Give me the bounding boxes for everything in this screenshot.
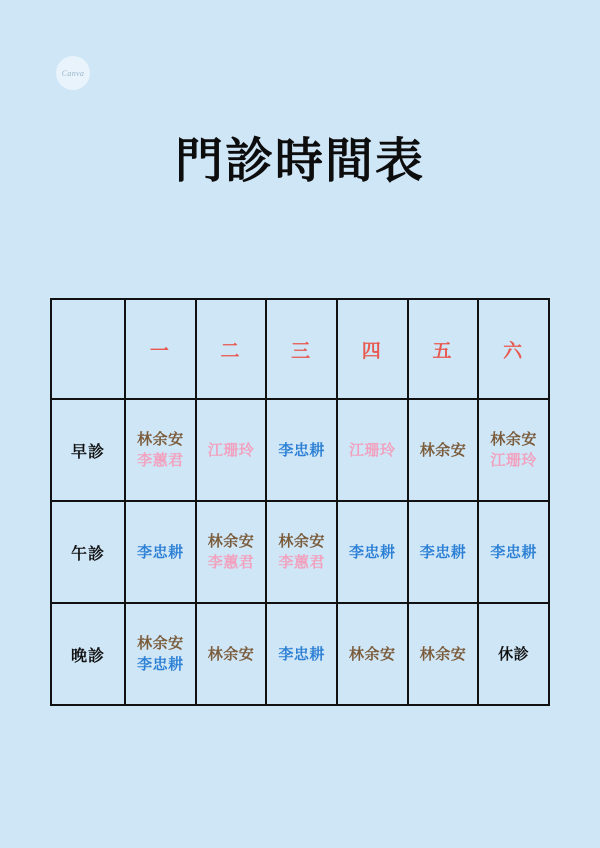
schedule-cell (337, 399, 408, 501)
doctor-list (338, 441, 407, 460)
doctor-name: 林余安 (278, 532, 325, 551)
schedule-cell (337, 603, 408, 705)
doctor-name: 林余安 (419, 440, 467, 459)
weekday-header-tue (196, 299, 267, 399)
row-label-noon (51, 501, 125, 603)
canva-circle-logo (56, 56, 90, 90)
closed-notice (479, 645, 548, 664)
doctor-name: 林余安 (207, 532, 255, 551)
closed-label: 休診 (498, 644, 530, 663)
doctor-list (338, 543, 407, 562)
doctor-list (409, 543, 478, 562)
schedule-cell (125, 399, 196, 501)
weekday-header-fri (408, 299, 479, 399)
session-label: 早診 (70, 441, 105, 461)
doctor-name: 林余安 (349, 644, 396, 663)
schedule-cell (196, 501, 267, 603)
weekday-label: 一 (149, 339, 171, 362)
doctor-name: 林余安 (207, 644, 255, 663)
doctor-name: 李忠耕 (278, 644, 325, 663)
weekday-header-thu (337, 299, 408, 399)
doctor-name: 李忠耕 (278, 440, 325, 459)
doctor-list (479, 543, 548, 562)
table-row (51, 603, 549, 705)
doctor-name: 江珊玲 (349, 440, 396, 459)
weekday-label: 五 (432, 339, 454, 362)
schedule-cell (478, 501, 549, 603)
doctor-list (267, 532, 336, 572)
weekday-header-mon (125, 299, 196, 399)
schedule-cell (408, 501, 479, 603)
doctor-name: 林余安 (137, 634, 184, 653)
doctor-name: 李忠耕 (490, 542, 537, 561)
doctor-list (479, 430, 548, 470)
weekday-label: 四 (361, 339, 383, 362)
schedule-cell (196, 603, 267, 705)
doctor-list (338, 645, 407, 664)
session-label: 午診 (70, 543, 105, 563)
schedule-cell (125, 501, 196, 603)
doctor-name: 江珊玲 (207, 440, 255, 459)
doctor-name: 李忠耕 (137, 542, 184, 561)
weekday-header-wed (266, 299, 337, 399)
weekday-label: 六 (503, 339, 525, 362)
schedule-cell (408, 399, 479, 501)
doctor-name: 林余安 (137, 430, 184, 449)
row-label-evening (51, 603, 125, 705)
doctor-name: 李忠耕 (419, 542, 467, 561)
doctor-list (197, 532, 266, 572)
doctor-list (267, 441, 336, 460)
clinic-schedule-table (50, 298, 550, 706)
page-title: 門診時間表 (174, 133, 425, 189)
schedule-cell (266, 501, 337, 603)
schedule-cell (266, 399, 337, 501)
schedule-header-row (51, 299, 549, 399)
doctor-list (197, 441, 266, 460)
doctor-list (197, 645, 266, 664)
schedule-cell (125, 603, 196, 705)
schedule-cell (266, 603, 337, 705)
doctor-name: 林余安 (490, 430, 537, 449)
doctor-name: 李忠耕 (349, 542, 396, 561)
doctor-list (267, 645, 336, 664)
schedule-cell (337, 501, 408, 603)
doctor-name: 江珊玲 (490, 451, 537, 469)
weekday-label: 三 (291, 339, 313, 362)
doctor-name: 李忠耕 (137, 655, 184, 673)
logo-label: Canva (61, 68, 85, 78)
doctor-name: 林余安 (419, 644, 467, 663)
table-corner-cell (51, 299, 125, 399)
doctor-list (126, 430, 195, 470)
weekday-header-sat (478, 299, 549, 399)
schedule-cell (478, 399, 549, 501)
schedule-body (51, 299, 549, 705)
schedule-cell (478, 603, 549, 705)
weekday-label: 二 (220, 339, 242, 362)
doctor-list (409, 645, 478, 664)
session-label: 晚診 (70, 645, 105, 665)
table-row (51, 399, 549, 501)
doctor-name: 李蕙君 (137, 451, 184, 469)
doctor-list (126, 543, 195, 562)
doctor-list (409, 441, 478, 460)
table-row (51, 501, 549, 603)
row-label-morning (51, 399, 125, 501)
doctor-name: 李蕙君 (278, 553, 325, 571)
schedule-cell (196, 399, 267, 501)
schedule-cell (408, 603, 479, 705)
doctor-name: 李蕙君 (207, 553, 255, 571)
doctor-list (126, 634, 195, 674)
